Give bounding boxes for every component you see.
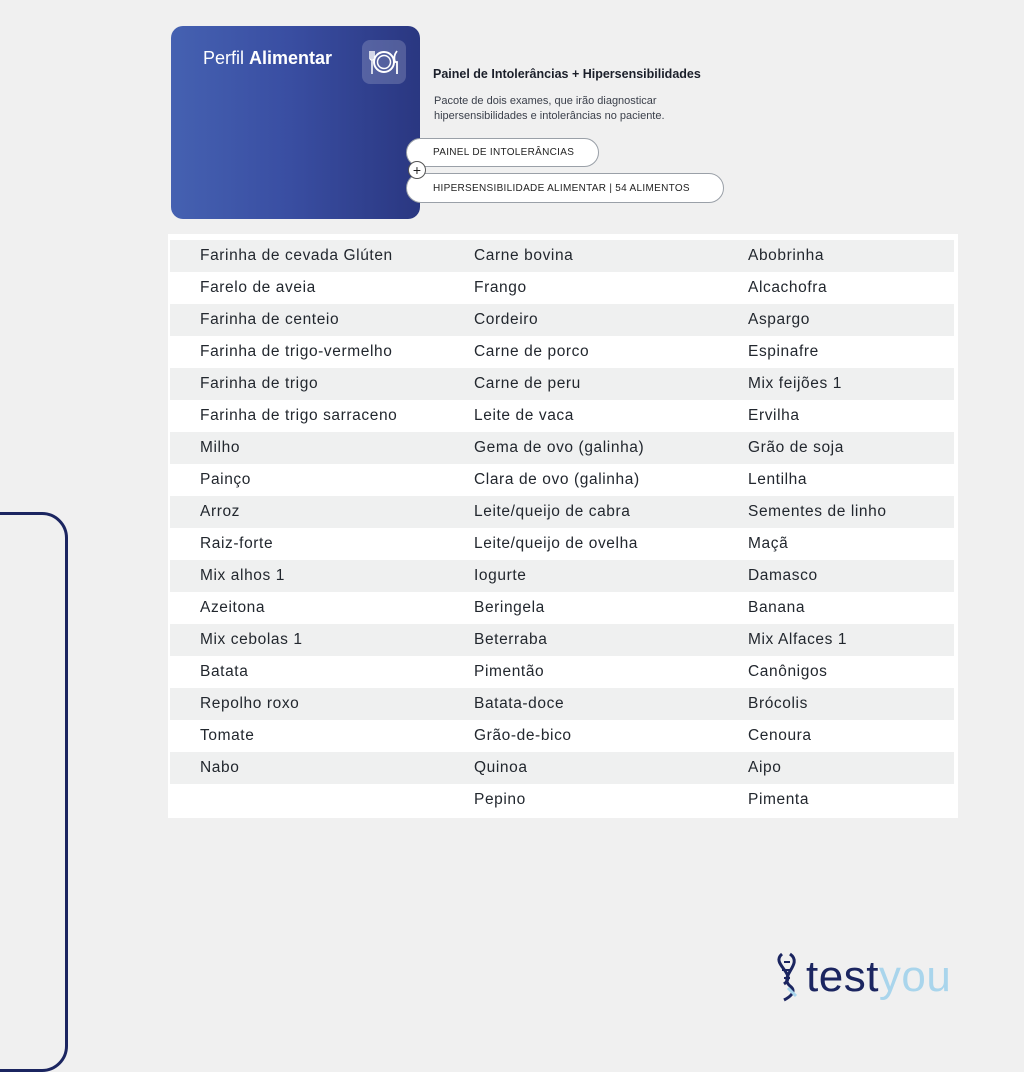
table-row [170, 656, 954, 688]
table-row [170, 336, 954, 368]
table-row [170, 400, 954, 432]
table-row [170, 560, 954, 592]
food-cell: Milho [200, 439, 241, 456]
food-cell: Gema de ovo (galinha) [474, 439, 645, 456]
food-cell: Frango [474, 279, 527, 296]
food-cell: Mix Alfaces 1 [748, 631, 848, 648]
food-cell: Espinafre [748, 343, 819, 360]
food-cell: Ervilha [748, 407, 800, 424]
table-row [170, 752, 954, 784]
table-row [170, 304, 954, 336]
table-row [170, 464, 954, 496]
svg-text:testyou [806, 952, 951, 1001]
food-cell: Quinoa [474, 759, 528, 776]
food-cell: Farinha de trigo-vermelho [200, 343, 393, 360]
food-cell: Cenoura [748, 727, 812, 744]
food-cell: Grão de soja [748, 439, 844, 456]
food-cell: Carne de peru [474, 375, 581, 392]
decorative-frame [0, 512, 68, 1072]
table-row [170, 272, 954, 304]
food-cell: Farinha de trigo sarraceno [200, 407, 398, 424]
table-row [170, 240, 954, 272]
table-row [170, 528, 954, 560]
food-cell: Iogurte [474, 567, 527, 584]
food-cell: Mix alhos 1 [200, 567, 285, 584]
food-cell: Alcachofra [748, 279, 828, 296]
food-cell: Pimentão [474, 663, 545, 680]
food-cell: Repolho roxo [200, 695, 300, 712]
food-cell: Damasco [748, 567, 818, 584]
food-cell: Canônigos [748, 663, 828, 680]
food-cell: Maçã [748, 535, 789, 552]
panel-description-line-2: hipersensibilidades e intolerâncias no paciente. [434, 110, 665, 122]
food-cell: Abobrinha [748, 247, 825, 264]
food-cell: Azeitona [200, 599, 266, 616]
food-cell: Aspargo [748, 311, 810, 328]
food-cell: Nabo [200, 759, 240, 776]
testyou-logo [776, 950, 998, 1002]
pill-hypersensitivity: HIPERSENSIBILIDADE ALIMENTAR | 54 ALIMENTOS [406, 173, 724, 203]
food-cell: Batata-doce [474, 695, 565, 712]
food-cell: Leite/queijo de cabra [474, 503, 631, 520]
dna-helix-icon [779, 954, 796, 1000]
food-cell: Leite/queijo de ovelha [474, 535, 639, 552]
food-cell: Cordeiro [474, 311, 539, 328]
food-cell: Mix cebolas 1 [200, 631, 303, 648]
panel-description-line-1: Pacote de dois exames, que irão diagnosticar [434, 95, 657, 107]
pill-intolerance-panel: PAINEL DE INTOLERÂNCIAS [406, 138, 599, 167]
table-row [170, 688, 954, 720]
foods-table [168, 234, 958, 818]
food-cell: Banana [748, 599, 806, 616]
food-cell: Farinha de trigo [200, 375, 319, 392]
food-cell: Pepino [474, 791, 526, 808]
food-cell: Clara de ovo (galinha) [474, 471, 640, 488]
food-cell: Batata [200, 663, 249, 680]
food-cell: Grão-de-bico [474, 727, 572, 744]
food-cell: Sementes de linho [748, 503, 887, 520]
food-cell: Painço [200, 471, 251, 488]
table-row [170, 624, 954, 656]
food-cell: Farelo de aveia [200, 279, 316, 296]
food-cell: Pimenta [748, 791, 810, 808]
food-cell: Aipo [748, 759, 782, 776]
panel-description [434, 94, 734, 124]
table-row [170, 432, 954, 464]
card-title-bold: Alimentar [249, 48, 333, 68]
food-cell: Carne bovina [474, 247, 574, 264]
profile-card [171, 26, 420, 219]
food-cell: Farinha de cevada Glúten [200, 247, 393, 264]
table-row [170, 368, 954, 400]
plate-cutlery-icon [362, 40, 406, 84]
food-cell: Beringela [474, 599, 545, 616]
table-row [170, 496, 954, 528]
table-row [170, 592, 954, 624]
logo-graphic [776, 950, 998, 1002]
table-row [170, 720, 954, 752]
card-title-light: Perfil [203, 48, 250, 68]
food-cell: Beterraba [474, 631, 548, 648]
food-cell: Carne de porco [474, 343, 590, 360]
food-cell: Farinha de centeio [200, 311, 340, 328]
table-row [170, 784, 954, 816]
food-cell: Lentilha [748, 471, 808, 488]
food-cell: Raiz-forte [200, 535, 274, 552]
food-cell: Mix feijões 1 [748, 375, 842, 392]
panel-title: Painel de Intolerâncias + Hipersensibilidades [433, 67, 701, 81]
food-cell: Arroz [200, 503, 241, 520]
logo-text-dark: test [806, 952, 879, 1001]
plus-icon: + [408, 161, 426, 179]
food-cell: Brócolis [748, 695, 808, 712]
food-cell: Leite de vaca [474, 407, 575, 424]
food-cell: Tomate [200, 727, 255, 744]
logo-text-light: you [878, 952, 952, 1001]
card-title [203, 48, 332, 69]
